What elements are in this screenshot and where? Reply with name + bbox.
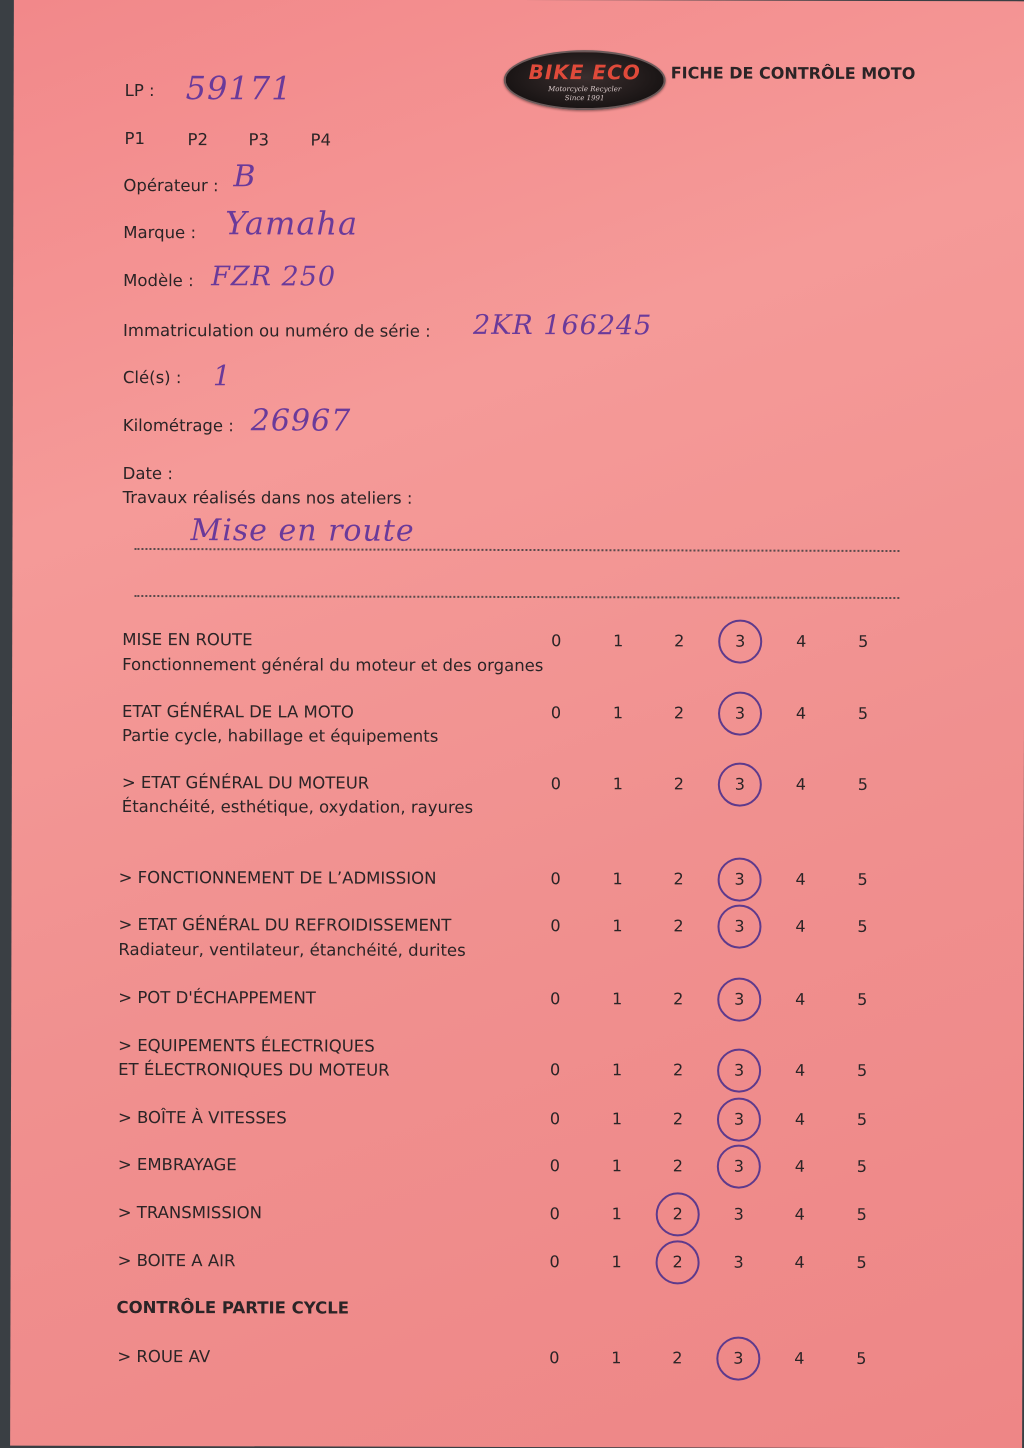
- check-subtitle: Fonctionnement général du moteur et des organes: [122, 654, 544, 676]
- score-option[interactable]: 3: [733, 1348, 744, 1368]
- check-title: > TRANSMISSION: [117, 1202, 263, 1223]
- score-option[interactable]: 5: [857, 989, 868, 1009]
- p4-label: P4: [310, 130, 332, 150]
- score-option[interactable]: 3: [733, 1156, 744, 1176]
- score-option[interactable]: 3: [735, 631, 746, 651]
- score-circle: [718, 620, 762, 664]
- logo-since: Since 1991: [564, 94, 605, 103]
- check-title: > FONCTIONNEMENT DE L’ADMISSION: [118, 867, 437, 888]
- score-option[interactable]: 3: [733, 1252, 744, 1272]
- p2-label: P2: [187, 130, 209, 150]
- score-option[interactable]: 1: [612, 869, 623, 889]
- score-option[interactable]: 0: [551, 631, 562, 651]
- score-option[interactable]: 0: [550, 774, 561, 794]
- score-option[interactable]: 2: [672, 1109, 684, 1129]
- score-option[interactable]: 2: [674, 631, 685, 651]
- check-subtitle: Radiateur, ventilateur, étanchéité, durites: [118, 939, 466, 960]
- score-option[interactable]: 4: [794, 1204, 805, 1224]
- score-option[interactable]: 0: [549, 1252, 560, 1272]
- score-option[interactable]: 3: [733, 1204, 744, 1224]
- control-sheet: [10, 0, 1024, 1448]
- check-title: > BOITE A AIR: [117, 1250, 236, 1271]
- marque-label: Marque :: [123, 222, 197, 243]
- dotted-line-1: [134, 548, 899, 552]
- score-option[interactable]: 4: [795, 869, 806, 889]
- immatriculation-value: 2KR 166245: [473, 309, 653, 342]
- score-circle: [717, 978, 761, 1022]
- check-title: > BOÎTE À VITESSES: [117, 1107, 287, 1128]
- date-label: Date :: [122, 463, 173, 484]
- operateur-value: B: [233, 159, 257, 195]
- score-option[interactable]: 5: [858, 631, 869, 651]
- check-title: > ETAT GÉNÉRAL DU REFROIDISSEMENT: [118, 914, 452, 935]
- lp-label: LP :: [124, 80, 155, 101]
- score-circle: [656, 1240, 700, 1284]
- travaux-value: Mise en route: [190, 513, 415, 549]
- score-circle: [717, 1145, 761, 1189]
- kilometrage-value: 26967: [250, 403, 352, 439]
- score-option[interactable]: 0: [550, 989, 561, 1009]
- score-option[interactable]: 5: [857, 916, 868, 936]
- score-option[interactable]: 2: [673, 989, 684, 1009]
- score-option[interactable]: 5: [857, 774, 868, 794]
- score-option[interactable]: 4: [795, 774, 806, 794]
- check-title: > POT D'ÉCHAPPEMENT: [118, 987, 316, 1008]
- score-option[interactable]: 0: [549, 1109, 561, 1129]
- score-option[interactable]: 1: [611, 1156, 622, 1176]
- score-option[interactable]: 1: [612, 703, 624, 723]
- score-option[interactable]: 1: [611, 1109, 623, 1129]
- modele-value: FZR 250: [211, 261, 337, 293]
- check-subtitle: Partie cycle, habillage et équipements: [121, 725, 439, 746]
- check-title: > EMBRAYAGE: [117, 1154, 237, 1175]
- score-option[interactable]: 1: [611, 1060, 623, 1080]
- immatriculation-label: Immatriculation ou numéro de série :: [123, 320, 431, 341]
- score-option[interactable]: 4: [794, 1156, 805, 1176]
- score-option[interactable]: 2: [672, 1204, 683, 1224]
- section-partie-cycle: CONTRÔLE PARTIE CYCLE: [116, 1297, 350, 1318]
- score-option[interactable]: 1: [612, 916, 623, 936]
- modele-label: Modèle :: [123, 270, 194, 291]
- cles-label: Clé(s) :: [122, 367, 182, 388]
- score-option[interactable]: 1: [612, 989, 623, 1009]
- score-option[interactable]: 3: [734, 869, 745, 889]
- score-option[interactable]: 4: [794, 1252, 805, 1272]
- score-option[interactable]: 1: [612, 774, 623, 794]
- score-option[interactable]: 5: [856, 1156, 867, 1176]
- score-option[interactable]: 4: [794, 1348, 805, 1368]
- score-option[interactable]: 5: [856, 1204, 867, 1224]
- score-option[interactable]: 1: [611, 1348, 622, 1368]
- travaux-label: Travaux réalisés dans nos ateliers :: [122, 487, 413, 508]
- operateur-label: Opérateur :: [123, 175, 219, 196]
- score-circle: [718, 763, 762, 807]
- score-option[interactable]: 3: [734, 703, 746, 723]
- score-circle: [717, 1098, 761, 1142]
- score-circle: [656, 1192, 700, 1236]
- score-option[interactable]: 4: [796, 631, 807, 651]
- score-option[interactable]: 2: [672, 1348, 683, 1368]
- score-circle: [716, 1337, 760, 1381]
- score-option[interactable]: 1: [611, 1204, 622, 1224]
- score-option[interactable]: 0: [549, 1348, 560, 1368]
- score-option[interactable]: 2: [673, 869, 684, 889]
- score-option[interactable]: 4: [795, 703, 807, 723]
- check-title: > ETAT GÉNÉRAL DU MOTEUR: [121, 772, 370, 793]
- score-circle: [717, 1049, 761, 1093]
- score-option[interactable]: 4: [795, 989, 806, 1009]
- marque-value: Yamaha: [225, 204, 359, 243]
- score-option[interactable]: 1: [613, 631, 624, 651]
- score-option[interactable]: 3: [734, 916, 745, 936]
- check-title: MISE EN ROUTE: [122, 629, 253, 650]
- score-option[interactable]: 0: [550, 916, 561, 936]
- score-option[interactable]: 2: [673, 774, 684, 794]
- check-subtitle: Étanchéité, esthétique, oxydation, rayures: [121, 796, 474, 817]
- score-option[interactable]: 5: [857, 703, 869, 723]
- kilometrage-label: Kilométrage :: [122, 415, 234, 436]
- bike-eco-logo: [504, 50, 666, 110]
- score-option[interactable]: 0: [549, 1204, 560, 1224]
- score-option[interactable]: 5: [856, 1348, 867, 1368]
- score-option[interactable]: 2: [673, 916, 684, 936]
- dotted-line-2: [134, 595, 899, 599]
- score-option[interactable]: 4: [794, 1109, 806, 1129]
- score-option[interactable]: 0: [549, 1156, 560, 1176]
- score-option[interactable]: 5: [856, 1109, 868, 1129]
- score-option[interactable]: 2: [672, 1156, 683, 1176]
- score-option[interactable]: 2: [672, 1060, 684, 1080]
- check-title: > ROUE AV: [117, 1346, 211, 1367]
- score-option[interactable]: 4: [795, 916, 806, 936]
- check-title: ETAT GÉNÉRAL DE LA MOTO: [122, 701, 354, 722]
- score-option[interactable]: 0: [550, 869, 561, 889]
- score-option[interactable]: 5: [856, 1060, 868, 1080]
- lp-value: 59171: [185, 69, 293, 108]
- score-option[interactable]: 3: [733, 1060, 745, 1080]
- score-circle: [718, 692, 762, 736]
- score-option[interactable]: 1: [611, 1252, 622, 1272]
- score-option[interactable]: 3: [733, 1109, 745, 1129]
- p3-label: P3: [248, 130, 270, 150]
- score-option[interactable]: 0: [549, 1060, 561, 1080]
- score-option[interactable]: 5: [857, 869, 868, 889]
- score-option[interactable]: 4: [794, 1060, 806, 1080]
- logo-text: BIKE ECO: [528, 60, 641, 85]
- score-option[interactable]: 3: [734, 774, 745, 794]
- score-option[interactable]: 0: [550, 703, 562, 723]
- check-subtitle: ET ÉLECTRONIQUES DU MOTEUR: [118, 1059, 390, 1080]
- score-option[interactable]: 2: [673, 703, 685, 723]
- p1-label: P1: [124, 128, 146, 149]
- score-option[interactable]: 2: [672, 1252, 683, 1272]
- score-option[interactable]: 5: [856, 1252, 867, 1272]
- score-circle: [717, 905, 761, 949]
- cles-value: 1: [212, 359, 232, 393]
- check-title: > EQUIPEMENTS ÉLECTRIQUES: [118, 1035, 375, 1056]
- score-circle: [718, 858, 762, 902]
- document-title: FICHE DE CONTRÔLE MOTO: [670, 63, 916, 84]
- logo-subtitle: Motorcycle Recycler: [548, 85, 622, 94]
- score-option[interactable]: 3: [734, 989, 745, 1009]
